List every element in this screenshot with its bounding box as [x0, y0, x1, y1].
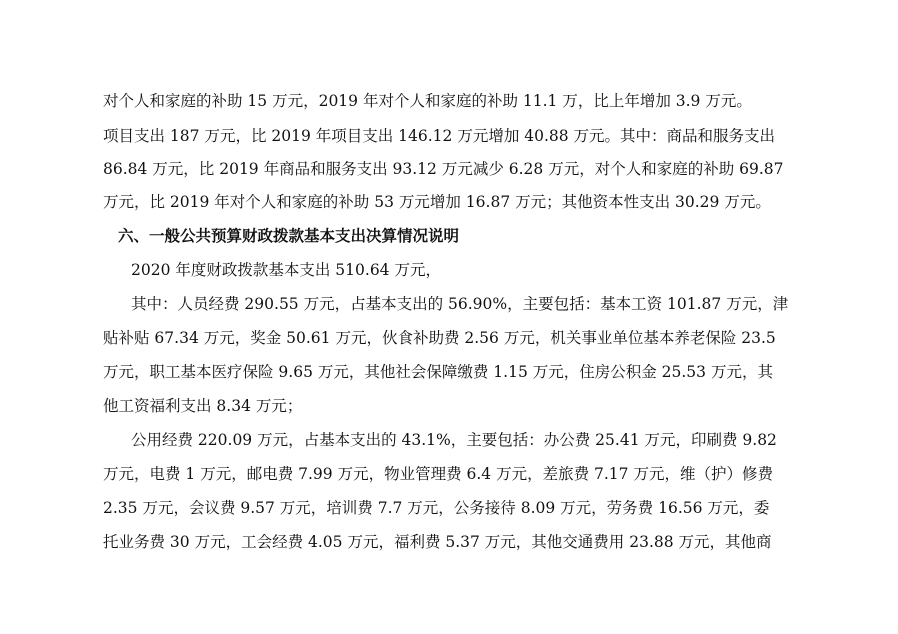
paragraph-line: 公用经费 220.09 万元，占基本支出的 43.1%，主要包括：办公费 25.41 万元，印刷费 9.82 [131, 431, 777, 449]
paragraph-line: 万元，职工基本医疗保险 9.65 万元，其他社会保障缴费 1.15 万元，住房公积金 25.53 万元，其 [103, 363, 773, 381]
paragraph-line: 贴补贴 67.34 万元，奖金 50.61 万元，伙食补助费 2.56 万元，机关事业单位基本养老保险 23.5 [103, 329, 776, 347]
paragraph-line: 2020 年度财政拨款基本支出 510.64 万元， [131, 261, 441, 279]
paragraph-line: 万元，比 2019 年对个人和家庭的补助 53 万元增加 16.87 万元；其他资本性支出 30.29 万元。 [103, 193, 771, 211]
paragraph-line: 托业务费 30 万元，工会经费 4.05 万元，福利费 5.37 万元，其他交通费用 23.88 万元，其他商 [103, 533, 772, 551]
paragraph-line: 他工资福利支出 8.34 万元； [103, 397, 303, 415]
paragraph-line: 2.35 万元，会议费 9.57 万元，培训费 7.7 万元，公务接待 8.09 万元，劳务费 16.56 万元，委 [103, 499, 770, 517]
paragraph-line: 项目支出 187 万元，比 2019 年项目支出 146.12 万元增加 40.88 万元。其中：商品和服务支出 [103, 127, 776, 145]
paragraph-line: 对个人和家庭的补助 15 万元，2019 年对个人和家庭的补助 11.1 万，比上年增加 3.9 万元。 [103, 92, 752, 110]
paragraph-line: 其中：人员经费 290.55 万元，占基本支出的 56.90%，主要包括：基本工资 101.87 万元，津 [131, 295, 789, 313]
paragraph-line: 万元，电费 1 万元，邮电费 7.99 万元，物业管理费 6.4 万元，差旅费 7.17 万元，维（护）修费 [103, 465, 773, 483]
section-heading: 六、一般公共预算财政拨款基本支出决算情况说明 [118, 226, 460, 245]
paragraph-line: 86.84 万元，比 2019 年商品和服务支出 93.12 万元减少 6.28 万元，对个人和家庭的补助 69.87 [103, 160, 784, 178]
